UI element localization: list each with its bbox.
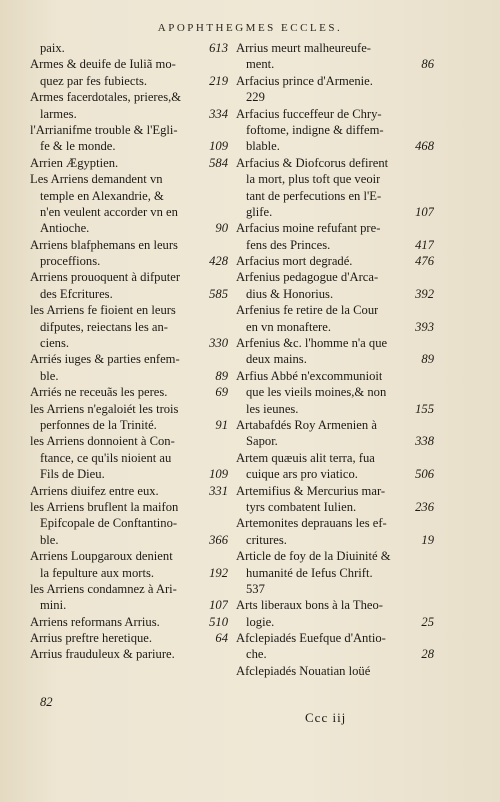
index-line xyxy=(30,401,228,417)
index-line xyxy=(30,204,228,220)
page-number: 476 xyxy=(415,254,434,269)
index-line xyxy=(236,122,434,138)
index-text: fe & le monde. xyxy=(40,139,116,154)
index-line xyxy=(236,532,434,548)
index-text: ciens. xyxy=(40,336,70,351)
index-text: temple en Alexandrie, & xyxy=(40,188,164,203)
index-text: la fepulture aux morts. xyxy=(40,565,155,580)
index-text: en vn monaftere. xyxy=(246,319,331,334)
index-line xyxy=(236,204,434,220)
index-text: Arrius preftre heretique. xyxy=(30,631,153,646)
index-line xyxy=(236,466,434,482)
index-line xyxy=(236,40,434,56)
index-text: perfonnes de la Trinité. xyxy=(40,417,157,432)
index-line xyxy=(236,188,434,204)
index-text: blable. xyxy=(246,139,280,154)
index-line xyxy=(30,630,228,646)
page-number: 585 xyxy=(209,286,228,301)
index-line xyxy=(30,417,228,433)
index-line xyxy=(236,73,434,89)
index-text: des Efcritures. xyxy=(40,286,113,301)
index-line xyxy=(236,106,434,122)
index-text: ment. xyxy=(246,57,275,72)
index-text: Article de foy de la Diuinité & xyxy=(236,549,391,564)
index-text: difputes, reiectans les an- xyxy=(40,319,168,334)
index-text: dius & Honorius. xyxy=(246,286,334,301)
index-line xyxy=(30,581,228,597)
index-text: les Arriens n'egaloiét les trois xyxy=(30,401,179,416)
index-line xyxy=(236,614,434,630)
index-line xyxy=(30,302,228,318)
index-text: glife. xyxy=(246,204,273,219)
index-text: les Arriens bruflent la maifon xyxy=(30,499,179,514)
index-text: Arriens reformans Arrius. xyxy=(30,614,160,629)
page-number: 219 xyxy=(209,73,228,88)
index-line xyxy=(236,56,434,72)
index-text: Arfacius moine refufant pre- xyxy=(236,221,381,236)
index-line xyxy=(236,171,434,187)
index-line xyxy=(30,56,228,72)
page-number: 192 xyxy=(209,565,228,580)
index-line xyxy=(30,253,228,269)
page-number: 393 xyxy=(415,319,434,334)
index-line xyxy=(236,302,434,318)
index-text: Artemifius & Mercurius mar- xyxy=(236,483,386,498)
index-text: Afclepiadés Euefque d'Antio- xyxy=(236,631,386,646)
index-line xyxy=(30,138,228,154)
index-line xyxy=(236,155,434,171)
index-text: logie. xyxy=(246,614,275,629)
left-index-column xyxy=(30,40,228,663)
index-line xyxy=(30,499,228,515)
index-text: che. xyxy=(246,647,267,662)
index-line xyxy=(30,548,228,564)
index-text: n'en veulent accorder vn en xyxy=(40,204,178,219)
index-line xyxy=(236,597,434,613)
index-text: Arfacius mort degradé. xyxy=(236,254,353,269)
index-text: proceffions. xyxy=(40,254,101,269)
index-text: Arriens blafphemans en leurs xyxy=(30,237,178,252)
index-text: cuique ars pro viatico. xyxy=(246,467,358,482)
page-number: 417 xyxy=(415,237,434,252)
index-line xyxy=(30,269,228,285)
index-line xyxy=(30,319,228,335)
index-line xyxy=(30,237,228,253)
page-number: 107 xyxy=(209,598,228,613)
page-number: 19 xyxy=(421,532,434,547)
index-line xyxy=(30,155,228,171)
index-text: Arrius frauduleux & pariure. xyxy=(30,647,175,662)
index-line xyxy=(236,646,434,662)
index-text: deux mains. xyxy=(246,352,307,367)
index-text: critures. xyxy=(246,532,287,547)
index-text: larmes. xyxy=(40,106,77,121)
index-line xyxy=(30,286,228,302)
index-text: les Arriens condamnez à Ari- xyxy=(30,581,177,596)
index-line xyxy=(30,89,228,105)
index-line xyxy=(30,335,228,351)
page-number: 510 xyxy=(209,614,228,629)
index-text: Arriens Loupgaroux denient xyxy=(30,549,173,564)
index-line xyxy=(30,597,228,613)
page-number: 86 xyxy=(421,57,434,72)
index-text: paix. xyxy=(40,41,65,55)
index-text: 537 xyxy=(246,581,265,596)
page-number: 338 xyxy=(415,434,434,449)
index-line xyxy=(236,335,434,351)
index-text: les ieunes. xyxy=(246,401,299,416)
index-text: Artabafdés Roy Armenien à xyxy=(236,417,377,432)
index-line xyxy=(236,433,434,449)
index-line xyxy=(236,269,434,285)
page-number: 25 xyxy=(421,614,434,629)
index-text: Arts liberaux bons à la Theo- xyxy=(236,598,384,613)
page-number: 506 xyxy=(415,467,434,482)
index-text: Arfenius fe retire de la Cour xyxy=(236,303,379,318)
page-number: 331 xyxy=(209,483,228,498)
index-text: Arfacius fucceffeur de Chry- xyxy=(236,106,382,121)
index-text: Epifcopale de Conftantino- xyxy=(40,516,178,531)
index-text: Armes facerdotales, prieres,& xyxy=(30,90,182,105)
index-line xyxy=(30,614,228,630)
index-text: Armes & deuife de Iuliã mo- xyxy=(30,57,176,72)
page-number: 155 xyxy=(415,401,434,416)
index-text: Arfenius &c. l'homme n'a que xyxy=(236,336,388,351)
index-line xyxy=(236,89,434,105)
index-text: Artemonites deprauans les ef- xyxy=(236,516,387,531)
index-line xyxy=(30,565,228,581)
index-text: Antioche. xyxy=(40,221,90,236)
page-number: 613 xyxy=(209,41,228,55)
index-line xyxy=(30,532,228,548)
page-number: 330 xyxy=(209,336,228,351)
index-line xyxy=(30,220,228,236)
index-line xyxy=(30,450,228,466)
index-text: Arrien Ægyptien. xyxy=(30,155,119,170)
page-number: 109 xyxy=(209,139,228,154)
index-line xyxy=(30,188,228,204)
index-text: Arriés iuges & parties enfem- xyxy=(30,352,180,367)
index-text: Artem quæuis alit terra, fua xyxy=(236,450,375,465)
page-number: 468 xyxy=(415,139,434,154)
index-line xyxy=(236,319,434,335)
index-line xyxy=(236,450,434,466)
index-text: Arriens diuifez entre eux. xyxy=(30,483,159,498)
index-line xyxy=(236,286,434,302)
index-line xyxy=(30,40,228,56)
index-text: ble. xyxy=(40,368,59,383)
page-number: 584 xyxy=(209,155,228,170)
index-line xyxy=(30,515,228,531)
signature-mark: Ccc iij xyxy=(305,710,347,725)
index-line xyxy=(30,122,228,138)
page-number: 392 xyxy=(415,286,434,301)
index-line xyxy=(236,220,434,236)
index-line xyxy=(236,401,434,417)
index-line xyxy=(30,171,228,187)
page-number: 366 xyxy=(209,532,228,547)
index-text: fens des Princes. xyxy=(246,237,331,252)
index-line xyxy=(30,384,228,400)
index-text: Sapor. xyxy=(246,434,278,449)
index-text: foftome, indigne & diffem- xyxy=(246,122,384,137)
index-text: Arriens prouoquent à difputer xyxy=(30,270,181,285)
page-number: 334 xyxy=(209,106,228,121)
index-text: quez par fes fubiects. xyxy=(40,73,147,88)
index-text: ble. xyxy=(40,532,59,547)
index-line xyxy=(236,237,434,253)
index-text: 229 xyxy=(246,90,265,105)
index-text: humanité de Iefus Chrift. xyxy=(246,565,373,580)
index-text: tant de perfecutions en l'E- xyxy=(246,188,382,203)
page-number: 28 xyxy=(421,647,434,662)
index-line xyxy=(30,368,228,384)
index-line xyxy=(236,663,434,679)
index-line xyxy=(30,351,228,367)
index-line xyxy=(236,384,434,400)
index-line xyxy=(30,466,228,482)
index-line xyxy=(236,368,434,384)
page-number: 109 xyxy=(209,467,228,482)
index-line xyxy=(236,351,434,367)
index-text: Arfius Abbé n'excommunioit xyxy=(236,368,383,383)
index-text: l'Arrianifme trouble & l'Egli- xyxy=(30,122,178,137)
page-number: 89 xyxy=(215,368,228,383)
index-line xyxy=(30,433,228,449)
right-index-column xyxy=(236,40,434,679)
index-text: Arfenius pedagogue d'Arca- xyxy=(236,270,379,285)
index-line xyxy=(30,483,228,499)
index-text: les Arriens donnoient à Con- xyxy=(30,434,175,449)
page-number: 428 xyxy=(209,254,228,269)
page-number: 91 xyxy=(215,417,228,432)
page-number: 107 xyxy=(415,204,434,219)
page-number: 89 xyxy=(421,352,434,367)
index-text: Arfacius & Diofcorus defirent xyxy=(236,155,389,170)
index-line xyxy=(30,73,228,89)
index-line xyxy=(30,106,228,122)
page-number: 69 xyxy=(215,385,228,400)
index-line xyxy=(236,417,434,433)
index-line xyxy=(236,548,434,564)
index-text: Fils de Dieu. xyxy=(40,467,105,482)
index-line xyxy=(236,515,434,531)
index-text: les Arriens fe fioient en leurs xyxy=(30,303,176,318)
index-line xyxy=(236,253,434,269)
index-text: Arfacius prince d'Armenie. xyxy=(236,73,373,88)
index-text: ftance, ce qu'ils nioient au xyxy=(40,450,172,465)
page-number: 236 xyxy=(415,499,434,514)
index-text: Arrius meurt malheureufe- xyxy=(236,41,371,55)
running-header: APOPHTHEGMES ECCLES. xyxy=(157,22,343,34)
index-text: la mort, plus toft que veoir xyxy=(246,172,381,187)
left-column-footer-number: 82 xyxy=(40,695,53,709)
index-text: tyrs combatent Iulien. xyxy=(246,499,357,514)
page-number: 90 xyxy=(215,221,228,236)
index-line xyxy=(236,483,434,499)
index-line xyxy=(236,499,434,515)
index-line xyxy=(236,565,434,581)
index-text: mini. xyxy=(40,598,67,613)
index-text: que les vieils moines,& non xyxy=(246,385,387,400)
index-line xyxy=(236,630,434,646)
index-line xyxy=(236,581,434,597)
index-line xyxy=(30,646,228,662)
index-text: Afclepiadés Nouatian loüé xyxy=(236,663,371,678)
page-number: 64 xyxy=(215,631,228,646)
index-line xyxy=(236,138,434,154)
index-text: Arriés ne receuãs les peres. xyxy=(30,385,168,400)
index-text: Les Arriens demandent vn xyxy=(30,172,163,187)
